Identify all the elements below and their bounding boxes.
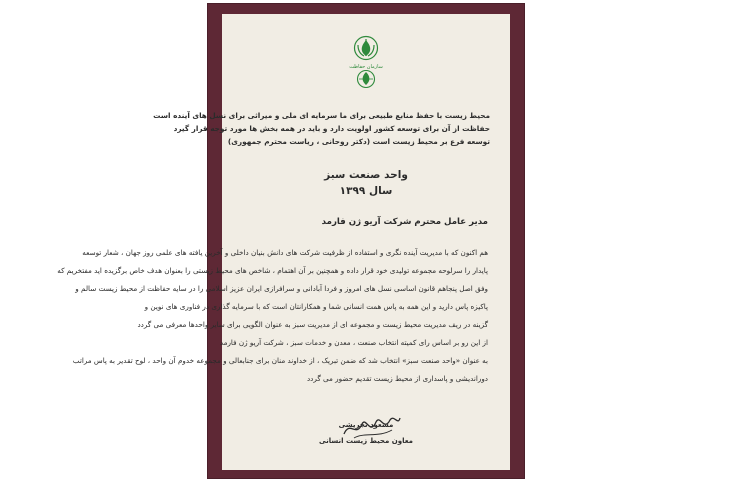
body-line-7: به عنوان «واحد صنعت سبز» انتخاب شد که ضمن تبریک ، از خداوند منان برای جنابعالی و مجموعه خدوم آن واحد ، لوح تقدیر به پاس مراتب (72, 356, 488, 365)
certificate-year: سال ۱۳۹۹ (339, 185, 393, 197)
certificate-paper (57, 14, 510, 470)
certificate-frame (57, 4, 524, 478)
body-line-8: دوراندیشی و پاسداری از محیط زیست تقدیم حضور می گردد (306, 374, 488, 383)
body-line-3: وفق اصل پنجاهم قانون اساسی نسل های امروز و فردا آبادانی و سرافرازی ایران عزیز اسلامی را در سایه حفاظت از محیط زیست سالم و (75, 284, 488, 293)
signatory-title: معاون محیط زیست انسانی (319, 437, 413, 445)
quote-line-3: توسعه فرع بر محیط زیست است (دکتر روحانی ، ریاست محترم جمهوری) (227, 137, 490, 146)
signatory-name: مسعود تجریشی (338, 421, 394, 429)
body-line-2: پایدار را سرلوحه مجموعه تولیدی خود قرار داده و همچنین بر آن اهتمام ، شاخص های محیط زیستی را بعنوان هدف خاص برگزیده اید مفتخریم که (57, 266, 488, 275)
body-line-6: از این رو بر اساس رای کمیته انتخاب صنعت ، معدن و خدمات سبز ، شرکت آریو ژن فارمد (219, 338, 488, 347)
body-line-4: پاکیزه پاس دارید و این همه به پاس همت انسانی شما و همکارانتان است که با سرمایه گذاری در فناوری های نوین و (144, 302, 488, 311)
svg-text:سازمان حفاظت: سازمان حفاظت (349, 64, 383, 70)
body-line-1: هم اکنون که با مدیریت آینده نگری و استفاده از ظرفیت شرکت های دانش بنیان داخلی و آخرین یافته های علمی روز جهان ، شعار توسعه (82, 248, 488, 257)
addressee: مدیر عامل محترم شرکت آریو ژن فارمد (321, 217, 488, 227)
quote-line-2: حفاظت از آن برای توسعه کشور اولویت دارد و باید در همه بخش ها مورد توجه قرار گیرد (173, 124, 490, 133)
iran-doe-emblem-icon (345, 35, 387, 89)
body-line-5: گزینه در ریف مدیریت محیط زیست و مجموعه ای از مدیریت سبز به عنوان الگویی برای سایر واحدها معرفی می گردد (137, 320, 488, 329)
quote-line-1: محیط زیست با حفظ منابع طبیعی برای ما سرمایه ای ملی و میراثی برای نسل های آینده است (153, 111, 490, 120)
unit-title: واحد صنعت سبز (324, 169, 408, 181)
